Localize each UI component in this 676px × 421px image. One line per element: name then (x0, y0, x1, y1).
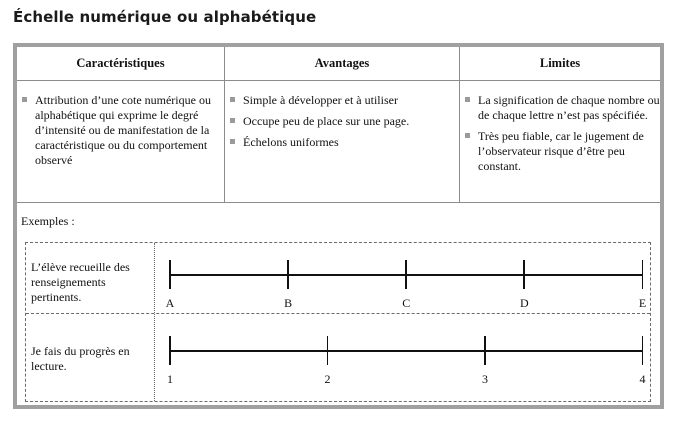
examples-label: Exemples : (21, 214, 75, 228)
list-item: Échelons uniformes (230, 135, 452, 150)
bullet-icon (230, 97, 235, 102)
bullet-icon (22, 97, 27, 102)
bullet-icon (465, 97, 470, 102)
page-title: Échelle numérique ou alphabétique (13, 8, 317, 26)
scale-tick (405, 260, 407, 289)
scale-axis (169, 350, 643, 352)
rating-scale (167, 336, 646, 386)
column-divider (459, 47, 460, 202)
scale-tick (287, 260, 289, 289)
scale-tick-label: 2 (324, 372, 331, 386)
header-limits: Limites (460, 47, 660, 81)
example-statement: Je fais du progrès en lecture. (31, 344, 130, 373)
scale-tick (169, 260, 171, 289)
example-statement: L’élève recueille des renseignements pertinents. (31, 260, 130, 304)
bullet-icon (230, 139, 235, 144)
list-item: Occupe peu de place sur une page. (230, 114, 452, 129)
examples-row-divider (26, 313, 650, 314)
header-characteristics: Caractéristiques (17, 47, 224, 81)
scale-table (13, 43, 664, 409)
scale-tick-label: D (520, 296, 529, 310)
list-item: Très peu fiable, car le jugement de l’observateur risque d’être peu constant. (465, 129, 660, 174)
scale-tick-label: 3 (482, 372, 488, 386)
scale-tick (642, 260, 644, 289)
scale-tick (169, 336, 171, 365)
column-divider (224, 47, 225, 202)
scale-tick (327, 336, 329, 365)
advantages-cell (230, 93, 452, 156)
examples-column-divider (154, 243, 155, 401)
scale-tick-label: A (165, 296, 175, 310)
limits-cell (465, 93, 660, 180)
header-advantages: Avantages (225, 47, 459, 81)
list-item: Simple à développer et à utiliser (230, 93, 452, 108)
scale-tick (523, 260, 525, 289)
scale-tick (484, 336, 486, 365)
scale-tick-label: E (638, 296, 647, 310)
scale-tick-label: B (284, 296, 293, 310)
bullet-icon (465, 133, 470, 138)
scale-tick (642, 336, 644, 365)
list-item: La signification de chaque nombre ou de chaque lettre n’est pas spécifiée. (465, 93, 660, 123)
rating-scale (165, 260, 647, 310)
row-divider (17, 202, 660, 203)
examples-box (25, 242, 651, 402)
scale-tick-label: C (402, 296, 411, 310)
scale-tick-label: 4 (639, 372, 646, 386)
characteristics-cell (22, 93, 217, 174)
bullet-icon (230, 118, 235, 123)
scale-tick-label: 1 (167, 372, 173, 386)
list-item: Attribution d’une cote numérique ou alphabétique qui exprime le degré d’intensité ou de manifestation de la caractéristique ou du comportement observé (22, 93, 217, 168)
